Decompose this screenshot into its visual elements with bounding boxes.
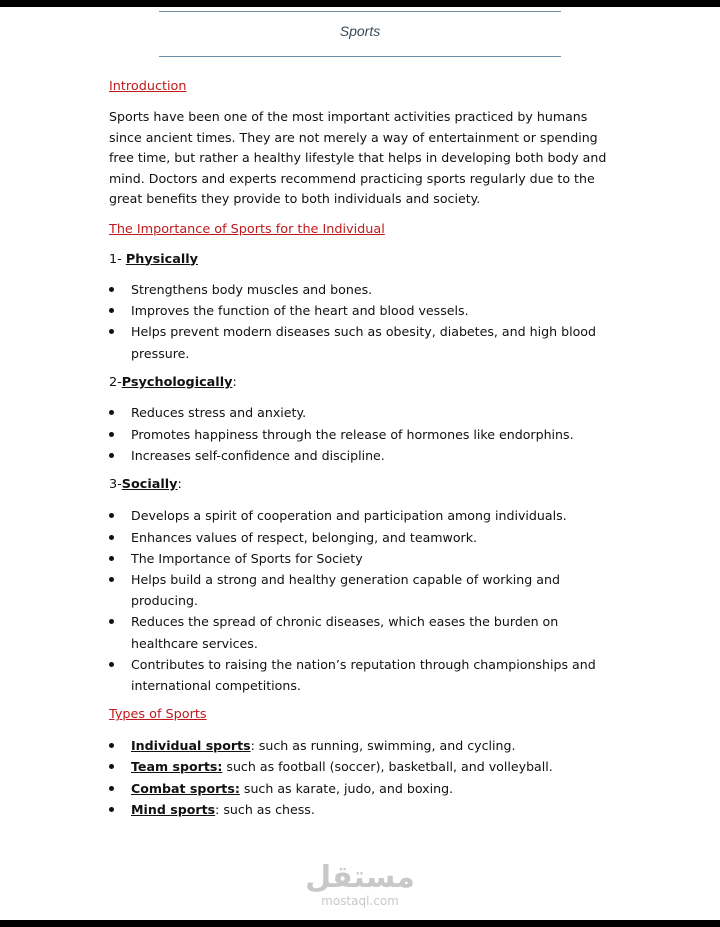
watermark-url: mostaql.com xyxy=(321,894,399,908)
physical-list xyxy=(109,279,619,364)
document-title: Sports xyxy=(339,23,381,39)
sport-type-description: such as football (soccer), basketball, and volleyball. xyxy=(222,759,553,775)
list-item xyxy=(109,756,619,777)
list-item xyxy=(109,402,619,423)
list-item-text: Reduces the spread of chronic diseases, which eases the burden on healthcare services. xyxy=(131,614,559,651)
bullet-icon xyxy=(109,764,114,769)
sport-type-term: Combat sports: xyxy=(131,780,240,796)
bullet-icon xyxy=(109,577,114,582)
physical-title: Physically xyxy=(125,251,198,267)
bullet-icon xyxy=(109,556,114,561)
list-item-text: Helps build a strong and healthy generation capable of working and producing. xyxy=(131,572,560,609)
list-item-text: Contributes to raising the nation’s reputation through championships and international competitions. xyxy=(131,656,596,694)
list-item xyxy=(109,424,619,445)
list-item-text: Improves the function of the heart and blood vessels. xyxy=(131,303,469,319)
sport-type-term: Mind sports xyxy=(131,801,216,817)
bullet-icon xyxy=(109,308,114,313)
list-item-text: Reduces stress and anxiety. xyxy=(131,405,307,421)
document-page xyxy=(0,7,720,920)
list-item xyxy=(109,611,619,653)
bullet-icon xyxy=(109,453,114,458)
bullet-icon xyxy=(109,513,114,518)
sport-type-description: such as karate, judo, and boxing. xyxy=(239,780,454,796)
list-item xyxy=(109,445,619,466)
mostaql-watermark xyxy=(300,862,420,908)
types-list xyxy=(109,735,619,820)
list-item-text: Enhances values of respect, belonging, and teamwork. xyxy=(131,529,478,545)
social-subheading xyxy=(109,475,619,496)
physical-subheading xyxy=(109,250,619,271)
psychological-number: 2- xyxy=(109,374,122,390)
psychological-title: Psychologically xyxy=(121,374,233,390)
header-bottom-rule xyxy=(159,56,561,57)
document-body xyxy=(109,77,619,820)
watermark-logo-text: مستقل xyxy=(305,860,415,895)
bullet-icon xyxy=(109,786,114,791)
list-item xyxy=(109,799,619,820)
list-item xyxy=(109,735,619,756)
introduction-heading: Introduction xyxy=(109,79,187,94)
list-item xyxy=(109,569,619,611)
social-number: 3- xyxy=(109,476,122,492)
bullet-icon xyxy=(109,535,114,540)
list-item-text: Promotes happiness through the release of hormones like endorphins. xyxy=(131,426,574,442)
bullet-icon xyxy=(109,619,114,624)
list-item xyxy=(109,548,619,569)
list-item xyxy=(109,778,619,799)
list-item-text: Increases self-confidence and discipline. xyxy=(131,447,385,463)
bullet-icon xyxy=(109,662,114,667)
list-item xyxy=(109,300,619,321)
bullet-icon xyxy=(109,329,114,334)
sport-type-term: Individual sports xyxy=(131,738,251,754)
physical-number: 1- xyxy=(109,251,126,267)
psychological-list xyxy=(109,402,619,466)
sport-type-term: Team sports: xyxy=(131,759,223,775)
list-item xyxy=(109,527,619,548)
types-heading: Types of Sports xyxy=(109,707,207,723)
list-item xyxy=(109,654,619,696)
bullet-icon xyxy=(109,432,114,437)
list-item-text: Strengthens body muscles and bones. xyxy=(131,282,373,297)
header-top-rule xyxy=(159,11,561,12)
list-item-text: Helps prevent modern diseases such as obesity, diabetes, and high blood pressure. xyxy=(131,324,596,361)
bullet-icon xyxy=(109,287,114,292)
sport-type-description: : such as running, swimming, and cycling. xyxy=(250,738,516,754)
introduction-paragraph: Sports have been one of the most important activities practiced by humans since ancient times. They are not merely a way of entertainment or spending free time, but rather a healthy lifestyle that helps in developing both body and mind. Doctors and experts recommend practicing sports regularly due to the great benefits they provide to both individuals and society. xyxy=(109,109,607,206)
social-suffix: : xyxy=(177,476,182,492)
social-list xyxy=(109,505,619,696)
list-item xyxy=(109,279,619,300)
social-title: Socially xyxy=(121,476,178,492)
list-item xyxy=(109,321,619,363)
list-item-text: The Importance of Sports for Society xyxy=(131,550,363,566)
list-item xyxy=(109,505,619,526)
importance-heading: The Importance of Sports for the Individual xyxy=(109,221,385,237)
psychological-suffix: : xyxy=(232,374,237,390)
psychological-subheading xyxy=(109,373,619,394)
bullet-icon xyxy=(109,743,114,748)
bullet-icon xyxy=(109,807,114,812)
list-item-text: Develops a spirit of cooperation and participation among individuals. xyxy=(131,508,567,524)
bullet-icon xyxy=(109,410,114,415)
sport-type-description: : such as chess. xyxy=(215,801,315,817)
